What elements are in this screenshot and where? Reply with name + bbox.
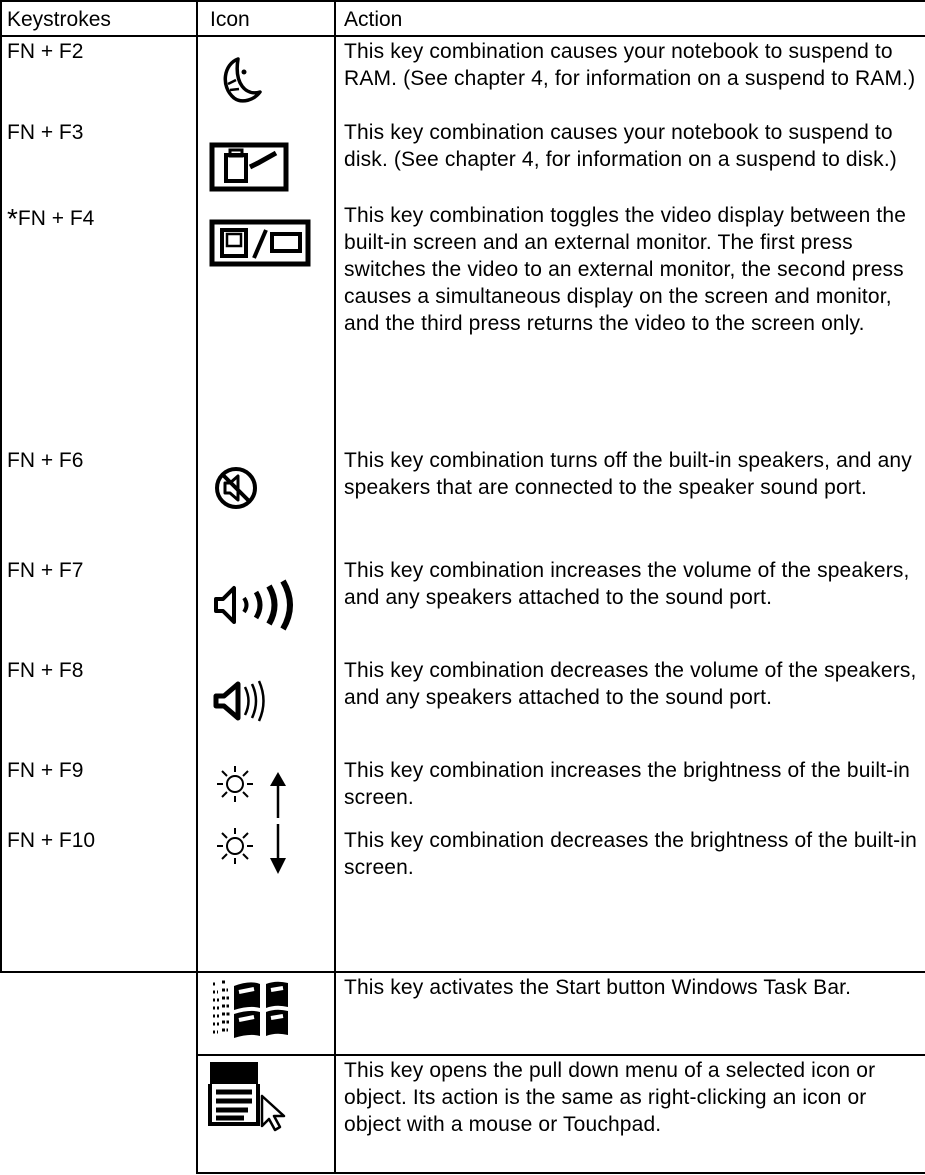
column-divider-icon-action bbox=[334, 0, 336, 1174]
table-row-action: This key combination toggles the video display between the built-in screen and an external monitor. The first press switches the video to an external monitor, the second press causes a simultaneous display on the screen and monitor, and the third press returns the video to the screen only. bbox=[344, 204, 907, 335]
header-bottom-rule bbox=[0, 35, 925, 37]
volume-up-icon bbox=[212, 580, 304, 630]
table-row-action: This key combination increases the brightness of the built-in screen. bbox=[344, 759, 910, 809]
speaker-mute-icon bbox=[214, 466, 258, 510]
main-table-bottom-rule bbox=[0, 971, 925, 973]
brightness-up-icon bbox=[212, 760, 296, 820]
special-row-divider bbox=[196, 1054, 925, 1056]
column-divider-keystrokes-icon bbox=[196, 0, 198, 1174]
suspend-to-disk-icon bbox=[210, 143, 288, 191]
table-row-key: FN + F9 bbox=[7, 759, 84, 782]
table-row-action: This key combination causes your notebook to suspend to RAM. (See chapter 4, for information on a suspend to RAM.) bbox=[344, 40, 916, 90]
special-row-action: This key opens the pull down menu of a selected icon or object. Its action is the same as right-clicking an icon or object with a mouse or Touchpad. bbox=[344, 1059, 876, 1136]
table-row-key: FN + F10 bbox=[7, 829, 96, 852]
special-row-action: This key activates the Start button Windows Task Bar. bbox=[344, 976, 852, 999]
table-row-key bbox=[7, 202, 94, 232]
table-bottom-rule bbox=[196, 1172, 925, 1174]
footnote-marker: * bbox=[7, 203, 18, 234]
moon-icon bbox=[216, 56, 264, 104]
table-row-key: FN + F6 bbox=[7, 449, 84, 472]
volume-down-icon bbox=[212, 679, 282, 723]
brightness-down-icon bbox=[212, 822, 296, 882]
header-icon: Icon bbox=[210, 8, 250, 31]
table-row-key: FN + F7 bbox=[7, 559, 84, 582]
table-row-key: FN + F8 bbox=[7, 659, 84, 682]
table-row-key: FN + F3 bbox=[7, 121, 84, 144]
table-row-action: This key combination turns off the built-in speakers, and any speakers that are connected to the speaker sound port. bbox=[344, 449, 912, 499]
table-row-key: FN + F2 bbox=[7, 40, 84, 63]
display-toggle-icon bbox=[210, 220, 310, 266]
table-row-action: This key combination increases the volume of the speakers, and any speakers attached to the sound port. bbox=[344, 559, 910, 609]
header-action: Action bbox=[344, 8, 403, 31]
table-row-action: This key combination decreases the brightness of the built-in screen. bbox=[344, 829, 917, 879]
table-row-action: This key combination causes your notebook to suspend to disk. (See chapter 4, for information on a suspend to disk.) bbox=[344, 121, 897, 171]
application-menu-key-icon bbox=[208, 1060, 298, 1132]
table-row-action: This key combination decreases the volume of the speakers, and any speakers attached to the sound port. bbox=[344, 659, 917, 709]
left-border bbox=[0, 0, 2, 973]
table-top-rule bbox=[0, 0, 925, 2]
key-combination: FN + F4 bbox=[17, 207, 95, 230]
header-keystrokes: Keystrokes bbox=[7, 8, 111, 31]
windows-logo-key-icon bbox=[212, 978, 290, 1042]
